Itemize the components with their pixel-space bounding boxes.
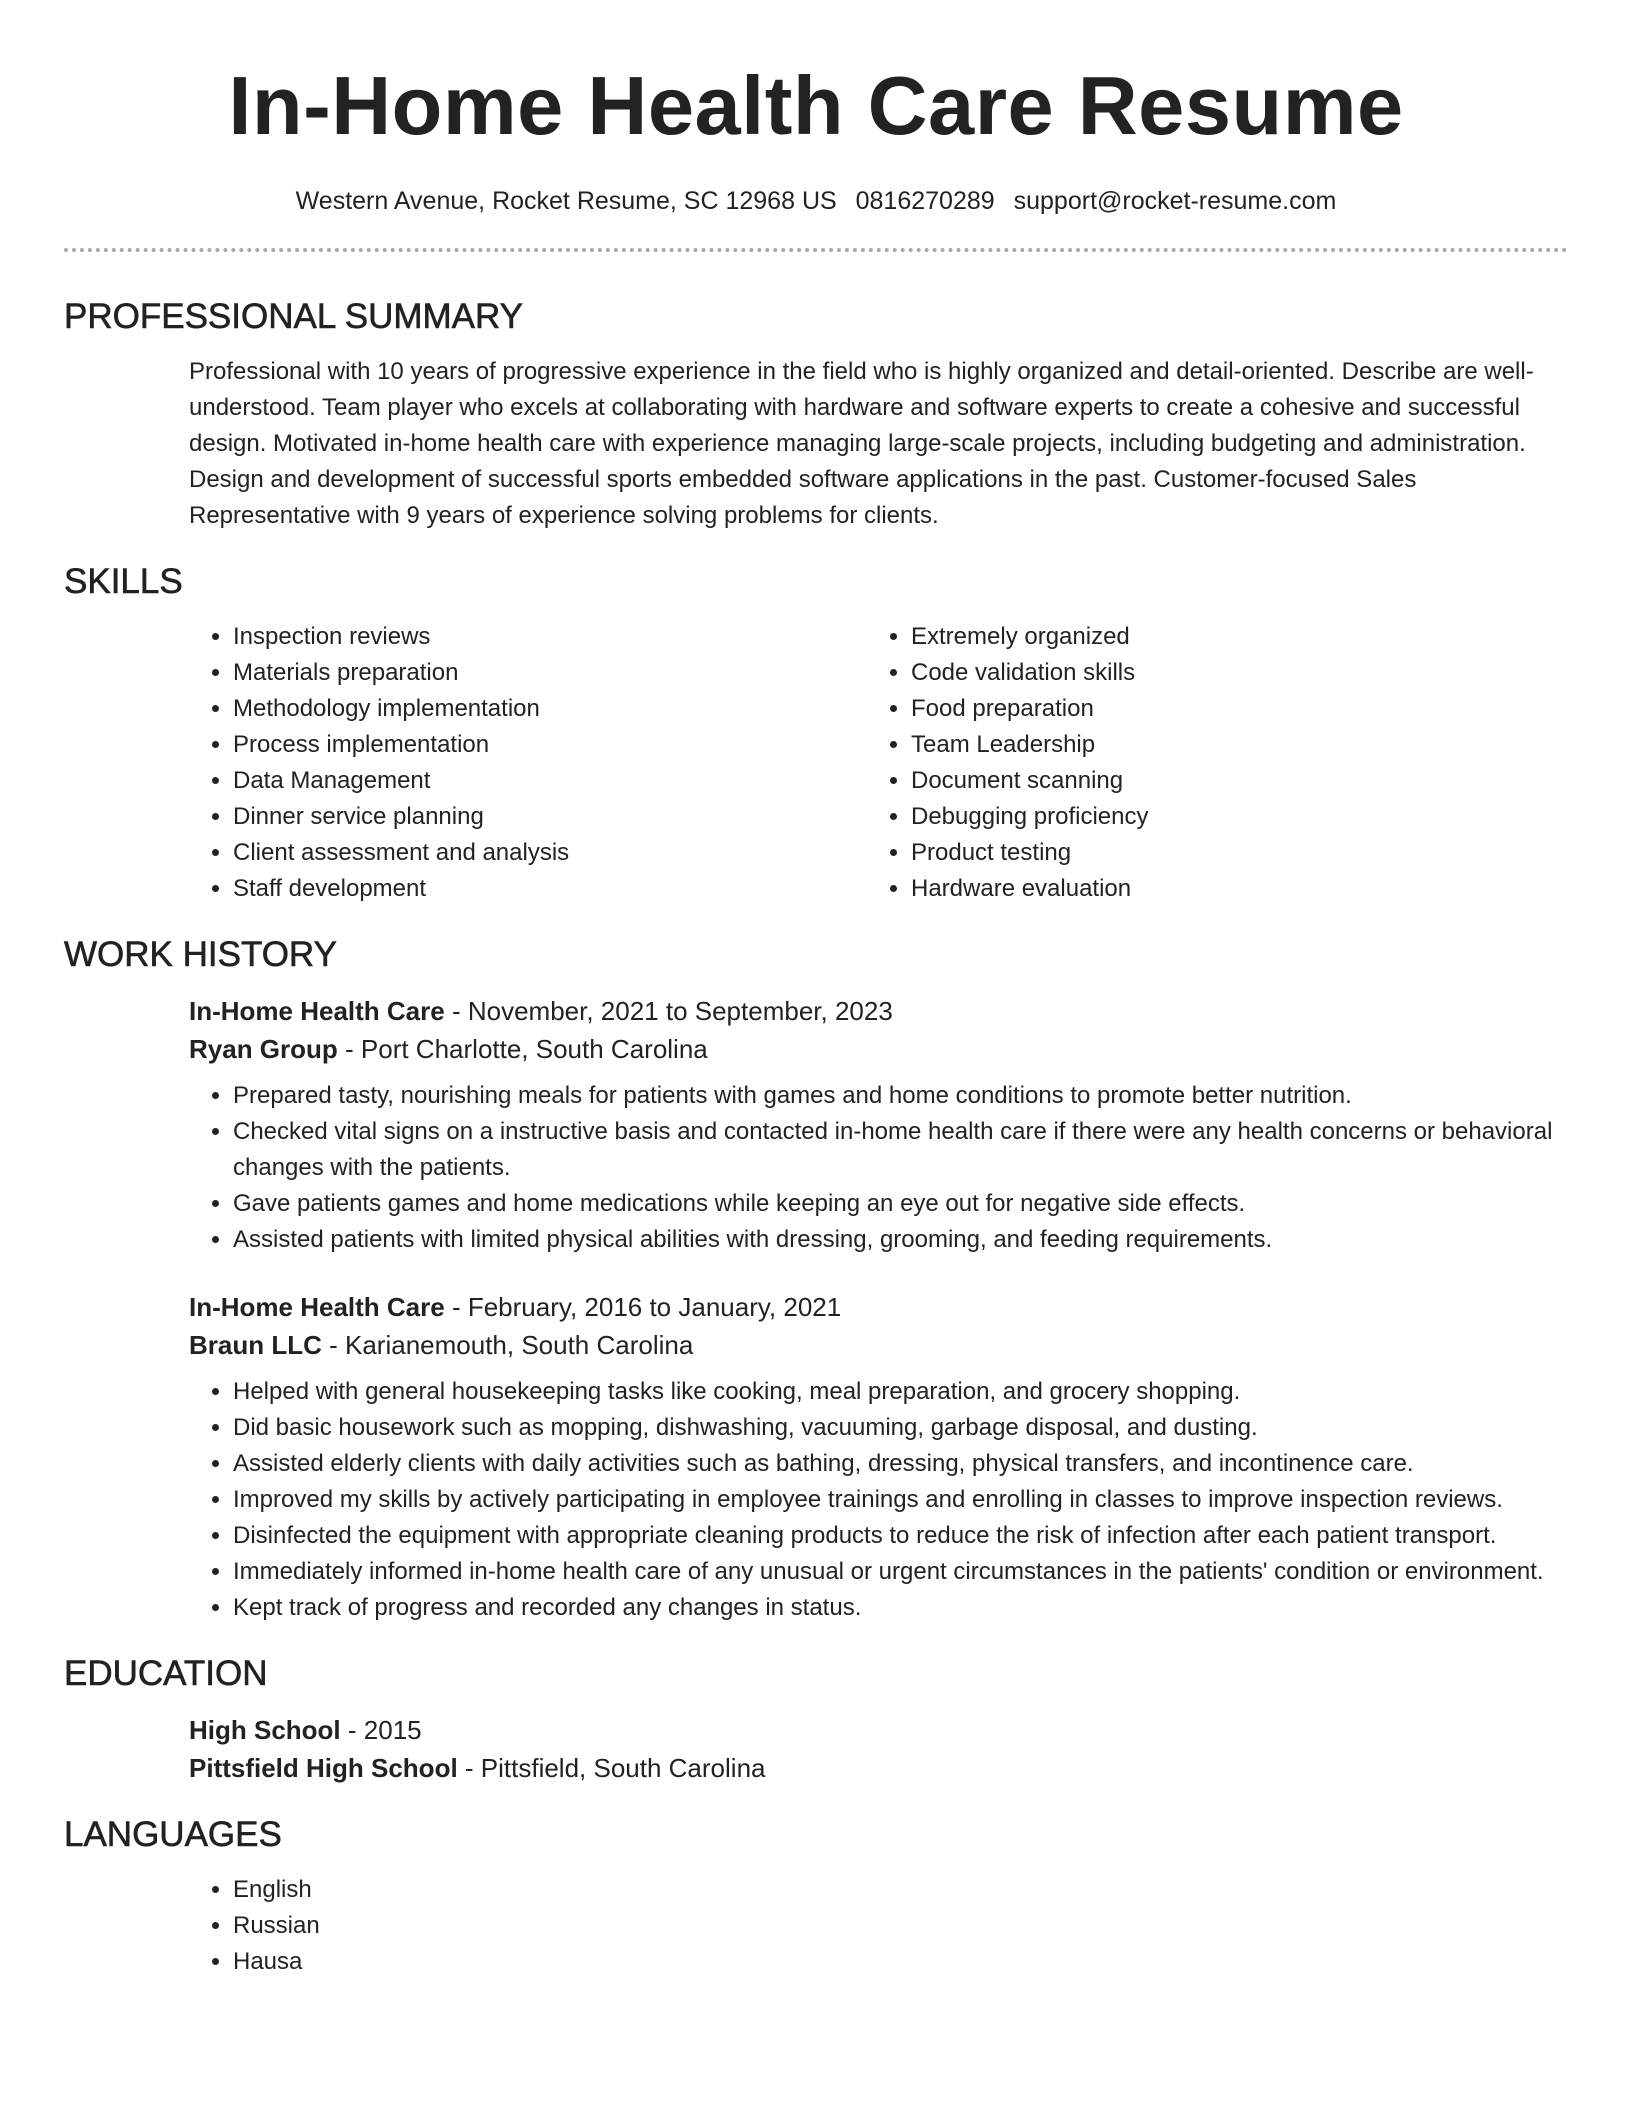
job-bullet: • Disinfected the equipment with appropriate cleaning products to reduce the risk of infection after each patient transport. — [233, 1518, 1568, 1554]
skill-item: • Client assessment and analysis — [233, 835, 867, 871]
education-section — [189, 1711, 1568, 1787]
skill-item: • Debugging proficiency — [911, 799, 1545, 835]
skill-item: • Team Leadership — [911, 727, 1545, 763]
skills-section — [189, 619, 1568, 907]
skills-list-right — [867, 619, 1545, 907]
job-bullet: • Did basic housework such as mopping, dishwashing, vacuuming, garbage disposal, and dusting. — [233, 1410, 1568, 1446]
job-title-line — [189, 1288, 1568, 1326]
job-location: - Port Charlotte, South Carolina — [337, 1034, 708, 1064]
job-bullet: • Improved my skills by actively participating in employee trainings and enrolling in classes to improve inspection reviews. — [233, 1482, 1568, 1518]
job-bullet: • Immediately informed in-home health care of any unusual or urgent circumstances in the patients' condition or environment. — [233, 1554, 1568, 1590]
skill-item: • Inspection reviews — [233, 619, 867, 655]
job-bullets — [189, 1078, 1568, 1258]
skill-item: • Materials preparation — [233, 655, 867, 691]
languages-section — [189, 1872, 1568, 1980]
summary-text: Professional with 10 years of progressive experience in the field who is highly organized and detail-oriented. Describe are well-understood. Team player who excels at collaborating with hardware and software experts to create a cohesive and successful design. Motivated in-home health care with experience managing large-scale projects, including budgeting and administration. Design and development of successful sports embedded software applications in the past. Customer-focused Sales Representative with 9 years of experience solving problems for clients. — [189, 358, 1534, 529]
education-degree: High School — [189, 1715, 341, 1745]
skill-item: • Data Management — [233, 763, 867, 799]
language-item: • Hausa — [233, 1944, 1568, 1980]
header-divider — [64, 248, 1568, 252]
job-entry — [189, 992, 1568, 1258]
skill-item: • Code validation skills — [911, 655, 1545, 691]
skill-item: • Staff development — [233, 871, 867, 907]
job-dates: - November, 2021 to September, 2023 — [444, 996, 893, 1026]
education-degree-line — [189, 1711, 1568, 1749]
job-bullet: • Prepared tasty, nourishing meals for patients with games and home conditions to promote better nutrition. — [233, 1078, 1568, 1114]
skill-item: • Food preparation — [911, 691, 1545, 727]
language-item: • Russian — [233, 1908, 1568, 1944]
contact-line — [64, 184, 1568, 218]
languages-heading: LANGUAGES — [64, 1815, 282, 1854]
language-item: • English — [233, 1872, 1568, 1908]
languages-list — [189, 1872, 1568, 1980]
education-heading: EDUCATION — [64, 1654, 268, 1693]
job-title-line — [189, 992, 1568, 1030]
skill-item: • Process implementation — [233, 727, 867, 763]
skill-item: • Document scanning — [911, 763, 1545, 799]
job-bullet: • Checked vital signs on a instructive basis and contacted in-home health care if there were any health concerns or behavioral changes with the patients. — [233, 1114, 1568, 1186]
education-school-line — [189, 1749, 1568, 1787]
contact-email: support@rocket-resume.com — [1013, 187, 1337, 215]
job-title: In-Home Health Care — [189, 996, 445, 1026]
skill-item: • Extremely organized — [911, 619, 1545, 655]
skill-item: • Dinner service planning — [233, 799, 867, 835]
job-bullets — [189, 1374, 1568, 1626]
job-company: Braun LLC — [189, 1330, 322, 1360]
job-bullet: • Helped with general housekeeping tasks like cooking, meal preparation, and grocery shopping. — [233, 1374, 1568, 1410]
job-company-line — [189, 1030, 1568, 1068]
education-school: Pittsfield High School — [189, 1753, 458, 1783]
job-company: Ryan Group — [189, 1034, 338, 1064]
skills-heading: SKILLS — [64, 562, 183, 601]
work-heading: WORK HISTORY — [64, 935, 337, 974]
skill-item: • Methodology implementation — [233, 691, 867, 727]
job-location: - Karianemouth, South Carolina — [321, 1330, 694, 1360]
skill-item: • Hardware evaluation — [911, 871, 1545, 907]
job-company-line — [189, 1326, 1568, 1364]
skills-list-left — [189, 619, 867, 907]
education-year: - 2015 — [340, 1715, 422, 1745]
job-bullet: • Gave patients games and home medications while keeping an eye out for negative side effects. — [233, 1186, 1568, 1222]
resume-title: In-Home Health Care Resume — [228, 59, 1404, 152]
job-bullet: • Assisted patients with limited physical abilities with dressing, grooming, and feeding requirements. — [233, 1222, 1568, 1258]
contact-phone: 0816270289 — [855, 187, 995, 215]
education-location: - Pittsfield, South Carolina — [457, 1753, 766, 1783]
contact-address: Western Avenue, Rocket Resume, SC 12968 US — [295, 187, 837, 215]
job-bullet: • Kept track of progress and recorded any changes in status. — [233, 1590, 1568, 1626]
summary-section — [189, 354, 1568, 534]
job-entry — [189, 1288, 1568, 1626]
job-bullet: • Assisted elderly clients with daily activities such as bathing, dressing, physical transfers, and incontinence care. — [233, 1446, 1568, 1482]
job-dates: - February, 2016 to January, 2021 — [444, 1292, 842, 1322]
job-title: In-Home Health Care — [189, 1292, 445, 1322]
summary-heading: PROFESSIONAL SUMMARY — [64, 297, 523, 336]
skill-item: • Product testing — [911, 835, 1545, 871]
